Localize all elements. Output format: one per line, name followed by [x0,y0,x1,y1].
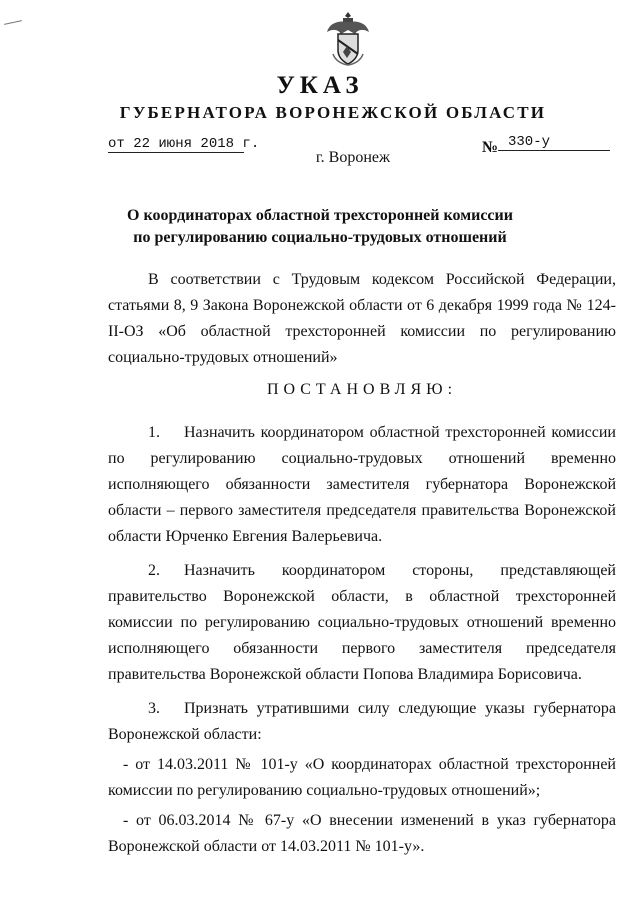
clause-1 [108,420,616,550]
clause-3 [108,696,616,748]
decree-date: от 22 июня 2018 г. [108,136,260,152]
decree-body [108,267,616,860]
subject-line-1: О координаторах областной трехсторонней комиссии [127,207,513,224]
clause-number: 3. [148,700,160,717]
clause-number: 2. [148,562,160,579]
decree-number: 330-у [498,134,610,151]
decree-subject [0,205,640,249]
city: г. Воронеж [315,149,391,166]
clause-text: Назначить координатором стороны, представляющей правительство Воронежской области, в областной трехсторонней комиссии по регулированию социально-трудовых отношений временно исполняющего обязанности первого заместителя председателя правительства Воронежской области Попова Владимира Борисовича. [108,562,616,683]
repealed-item: - от 14.03.2011 № 101-у «О координаторах областной трехсторонней комиссии по регулированию социально-трудовых отношений»; [108,756,616,799]
number-label: № [482,139,499,156]
subject-line-2: по регулированию социально-трудовых отношений [133,229,507,246]
clause-2 [108,558,616,688]
preamble: В соответствии с Трудовым кодексом Российской Федерации, статьями 8, 9 Закона Воронежской области от 6 декабря 1999 года № 124-II-ОЗ «Об областной трехсторонней комиссии по регулированию социально-трудовых отношений» [108,271,616,366]
decree-issuer: ГУБЕРНАТОРА ВОРОНЕЖСКОЙ ОБЛАСТИ [119,103,547,122]
clause-text: Назначить координатором областной трехсторонней комиссии по регулированию социально-трудовых отношений временно исполняющего обязанности заместителя губернатора Воронежской области – первого заместителя председателя правительства Воронежской области Юрченко Евгения Валерьевича. [108,424,616,545]
resolve-heading: ПОСТАНОВЛЯЮ: [266,381,458,398]
scan-mark [4,20,22,25]
decree-title: УКАЗ [276,72,364,99]
clause-text: Признать утратившими силу следующие указы губернатора Воронежской области: [108,700,616,743]
clause-number: 1. [148,424,160,441]
coat-of-arms-icon [325,10,371,66]
repealed-item: - от 06.03.2014 № 67-у «О внесении изменений в указ губернатора Воронежской области от 14.03.2011 № 101-у». [108,812,616,855]
